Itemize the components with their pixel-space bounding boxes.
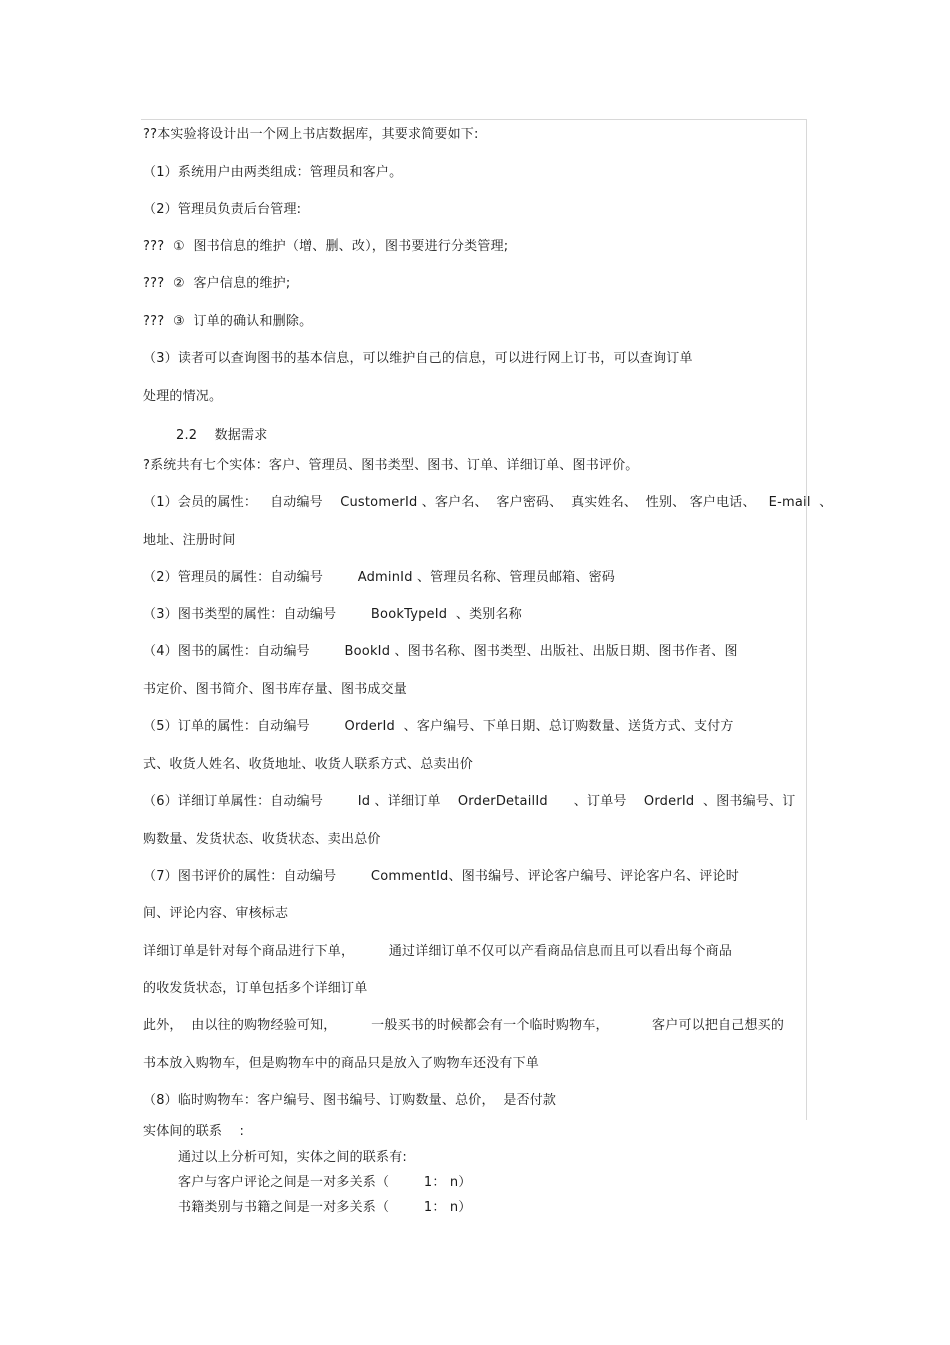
requirement-line: （3）读者可以查询图书的基本信息，可以维护自己的信息，可以进行网上订书，可以查询订单: [143, 351, 693, 366]
intro-line: ??本实验将设计出一个网上书店数据库，其要求简要如下:: [143, 127, 479, 142]
attribute-line: 书定价、图书简介、图书库存量、图书成交量: [143, 682, 408, 697]
requirement-line: 处理的情况。: [143, 389, 223, 404]
section-heading: 2.2 数据需求: [176, 428, 268, 443]
attribute-line: 间、评论内容、审核标志: [143, 906, 289, 921]
entity-line: ?系统共有七个实体：客户、管理员、图书类型、图书、订单、详细订单、图书评价。: [143, 458, 639, 473]
attribute-line: 购数量、发货状态、收货状态、卖出总价: [143, 832, 381, 847]
relation-line: 通过以上分析可知，实体之间的联系有:: [178, 1150, 407, 1165]
attribute-line: 式、收货人姓名、收货地址、收货人联系方式、总卖出价: [143, 757, 474, 772]
attribute-line: （5）订单的属性：自动编号 OrderId 、客户编号、下单日期、总订购数量、送货方式、支付方: [143, 719, 734, 734]
attribute-line: （2）管理员的属性：自动编号 AdminId 、管理员名称、管理员邮箱、密码: [143, 570, 615, 585]
note-line: 此外， 由以往的购物经验可知， 一般买书的时候都会有一个临时购物车， 客户可以把自己想买的: [143, 1018, 785, 1033]
attribute-line: （7）图书评价的属性：自动编号 CommentId、图书编号、评论客户编号、评论客户名、评论时: [143, 869, 739, 884]
note-line: 详细订单是针对每个商品进行下单， 通过详细订单不仅可以产看商品信息而且可以看出每个商品: [143, 944, 733, 959]
relation-line: 客户与客户评论之间是一对多关系（ 1： n）: [178, 1175, 472, 1190]
attribute-line: （8）临时购物车：客户编号、图书编号、订购数量、总价， 是否付款: [143, 1093, 557, 1108]
attribute-line: 地址、注册时间: [143, 533, 236, 548]
note-line: 的收发货状态，订单包括多个详细订单: [143, 981, 368, 996]
attribute-line: （3）图书类型的属性：自动编号 BookTypeId 、类别名称: [143, 607, 522, 622]
note-line: 书本放入购物车，但是购物车中的商品只是放入了购物车还没有下单: [143, 1056, 540, 1071]
relation-heading: 实体间的联系 :: [143, 1124, 245, 1139]
requirement-line: ??? ② 客户信息的维护;: [143, 276, 291, 291]
relation-line: 书籍类别与书籍之间是一对多关系（ 1： n）: [178, 1200, 472, 1215]
requirement-line: ??? ③ 订单的确认和删除。: [143, 314, 313, 329]
attribute-line: （6）详细订单属性：自动编号 Id 、详细订单 OrderDetailId 、订单号 OrderId 、图书编号、订: [143, 794, 796, 809]
attribute-line: （1）会员的属性： 自动编号 CustomerId 、客户名、 客户密码、 真实姓名、 性别、 客户电话、 E-mail 、: [143, 495, 833, 510]
requirement-line: （2）管理员负责后台管理:: [143, 202, 302, 217]
requirement-line: ??? ① 图书信息的维护（增、删、改），图书要进行分类管理;: [143, 239, 509, 254]
requirement-line: （1）系统用户由两类组成：管理员和客户。: [143, 165, 403, 180]
attribute-line: （4）图书的属性：自动编号 BookId 、图书名称、图书类型、出版社、出版日期、图书作者、图: [143, 644, 738, 659]
